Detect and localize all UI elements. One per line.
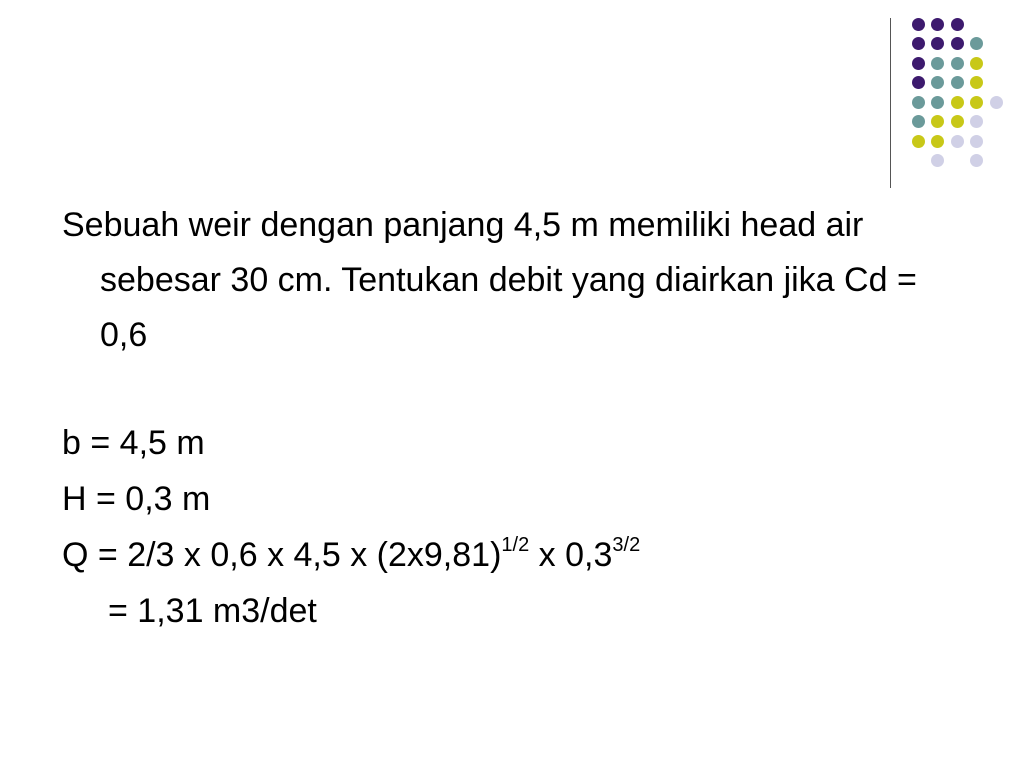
formula-exponent-2: 3/2 [612, 533, 641, 556]
decorative-dot [912, 18, 925, 31]
decorative-dot [931, 76, 944, 89]
decorative-dot [912, 76, 925, 89]
decorative-dot [951, 18, 964, 31]
decorative-dot [912, 37, 925, 50]
decorative-dot [970, 57, 983, 70]
decorative-dot [951, 96, 964, 109]
decorative-dot [951, 135, 964, 148]
formula-middle: x 0,3 [529, 536, 613, 574]
decorative-dot [970, 135, 983, 148]
given-b: b = 4,5 m [62, 424, 205, 462]
decorative-dot [951, 37, 964, 50]
decorative-dot [951, 76, 964, 89]
decorative-dot [970, 115, 983, 128]
decorative-dot [912, 115, 925, 128]
formula-exponent-1: 1/2 [501, 533, 530, 556]
decorative-dot [931, 37, 944, 50]
decorative-dot [951, 115, 964, 128]
slide-content [62, 198, 962, 639]
decorative-dot [912, 57, 925, 70]
result-line: = 1,31 m3/det [108, 592, 317, 630]
formula-line [62, 527, 962, 583]
dot-grid-decoration [0, 0, 1024, 200]
decorative-dot [931, 135, 944, 148]
problem-statement: Sebuah weir dengan panjang 4,5 m memiliki head air sebesar 30 cm. Tentukan debit yang diairkan jika Cd = 0,6 [62, 206, 917, 354]
given-h: H = 0,3 m [62, 480, 211, 518]
decorative-dot [970, 37, 983, 50]
decorative-dot [931, 57, 944, 70]
decorative-dot [931, 18, 944, 31]
decorative-dot [970, 96, 983, 109]
decorative-dot [931, 154, 944, 167]
decorative-dot [970, 154, 983, 167]
decorative-dot [951, 57, 964, 70]
decorative-dot [912, 96, 925, 109]
spacer [62, 363, 962, 415]
decorative-dot [931, 115, 944, 128]
decorative-dot [970, 76, 983, 89]
decorative-dot [931, 96, 944, 109]
decorative-dot [912, 135, 925, 148]
formula-prefix: Q = 2/3 x 0,6 x 4,5 x (2x9,81) [62, 536, 502, 574]
decorative-dot [990, 96, 1003, 109]
